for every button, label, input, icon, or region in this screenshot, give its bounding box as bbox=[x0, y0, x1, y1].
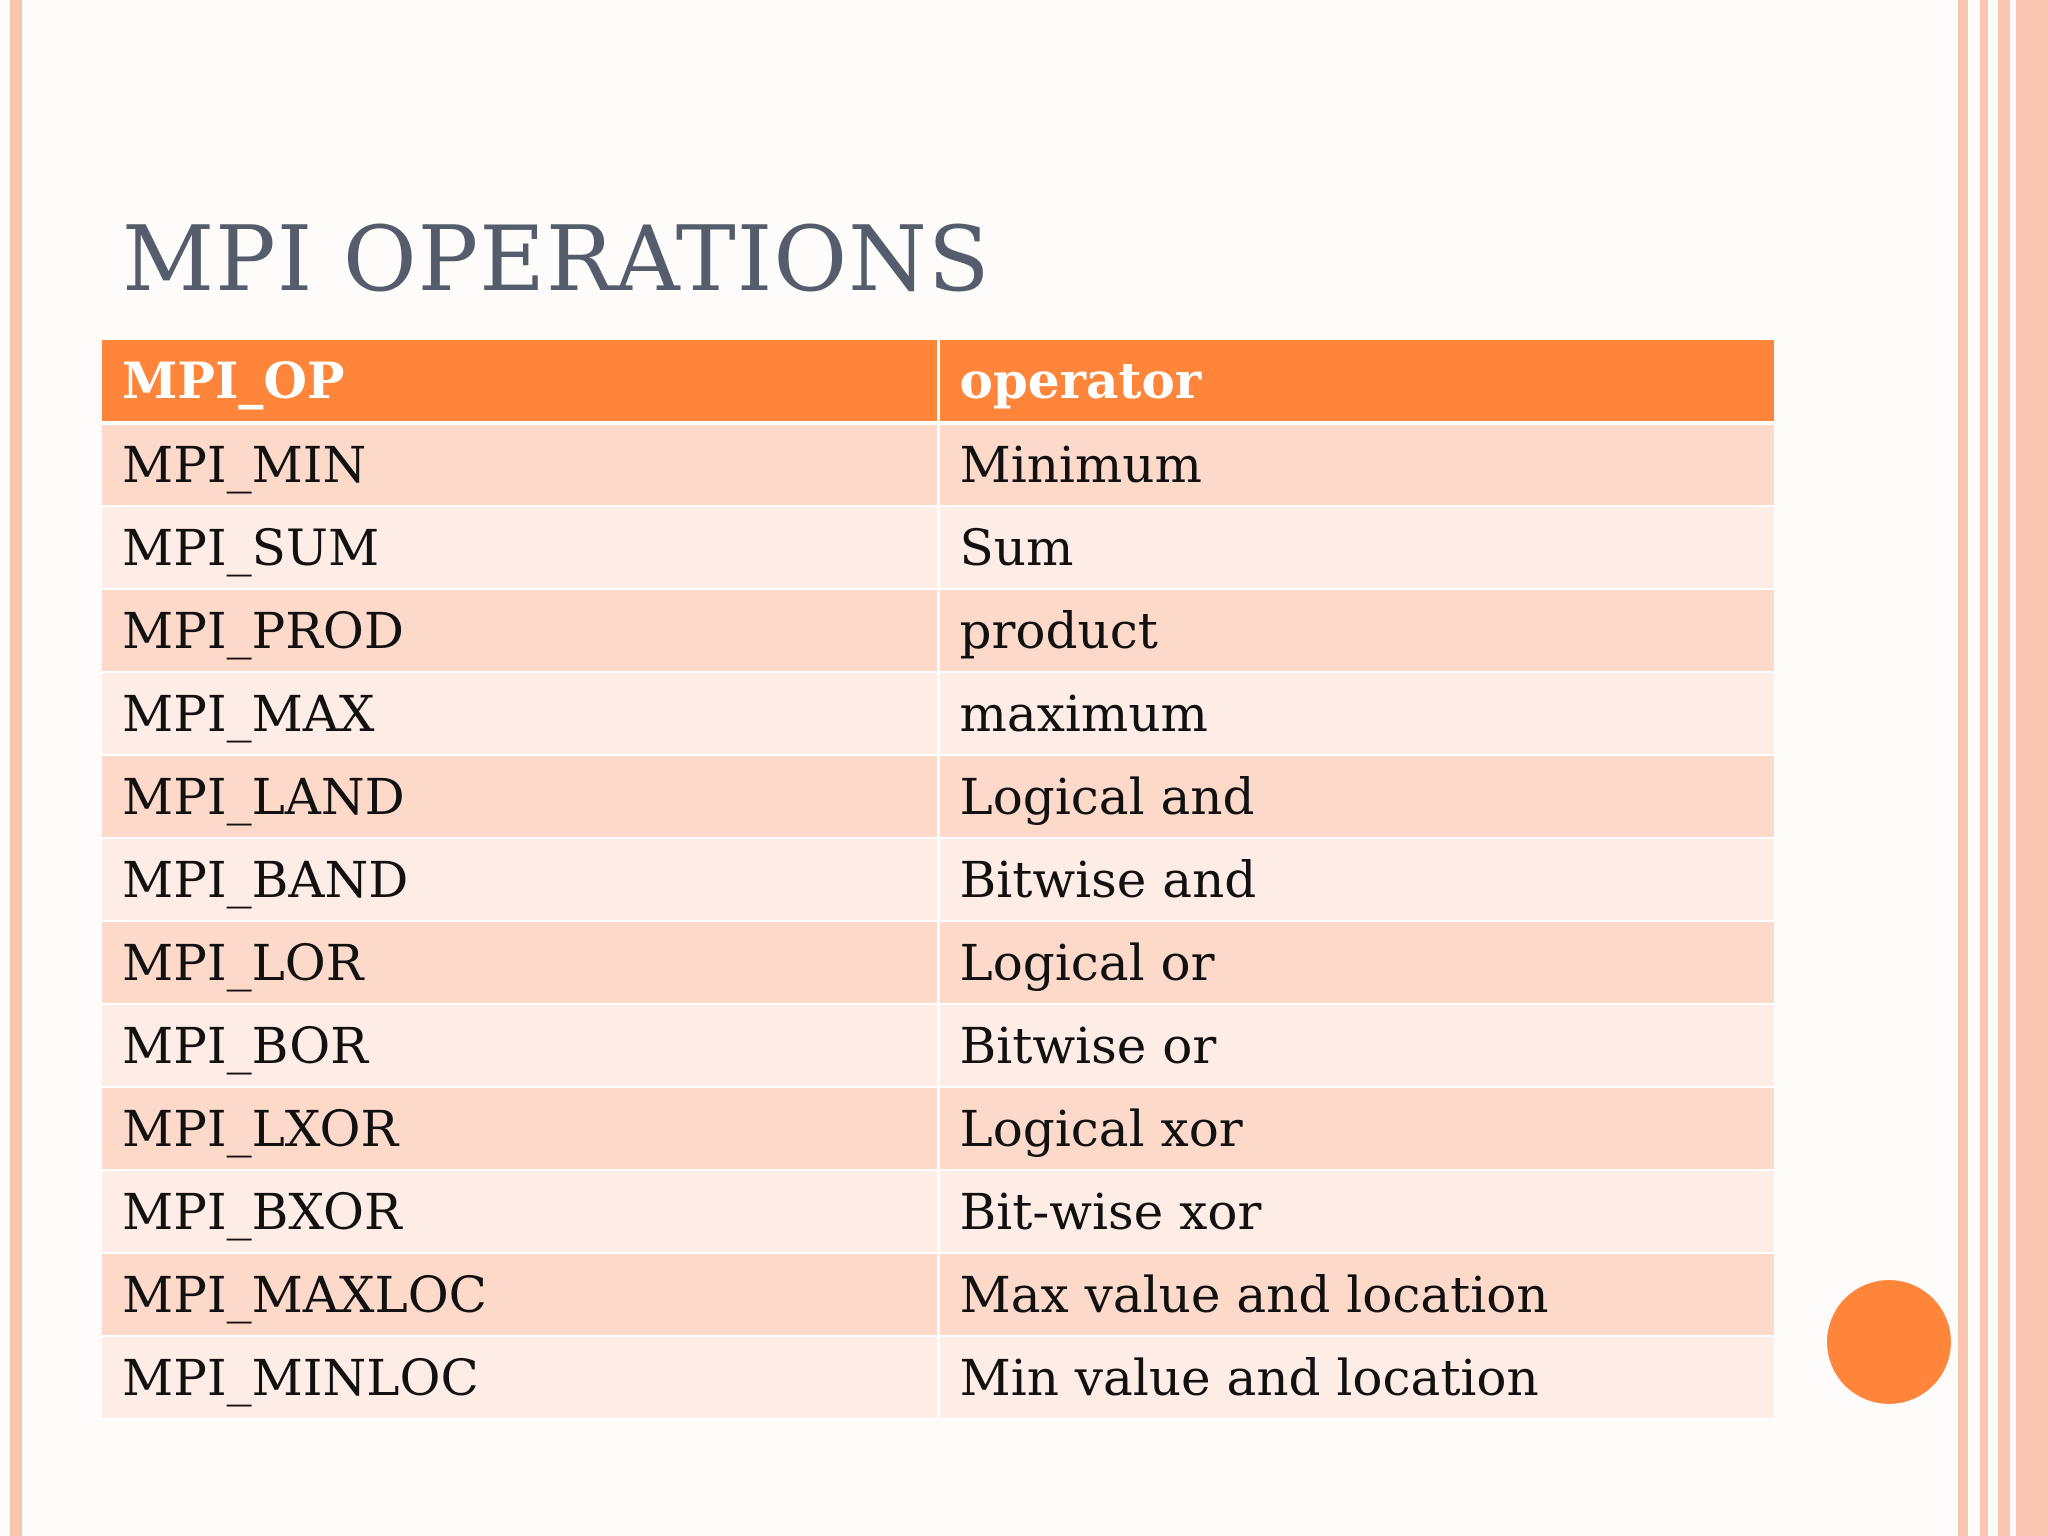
table-row bbox=[102, 423, 1774, 506]
table-row bbox=[102, 1170, 1774, 1253]
table-row bbox=[102, 506, 1774, 589]
table-row bbox=[102, 1336, 1774, 1419]
cell-mpi-op: MPI_BXOR bbox=[102, 1170, 938, 1253]
cell-operator: Bitwise and bbox=[938, 838, 1774, 921]
mpi-operations-table bbox=[102, 340, 1774, 1420]
frame-bar-right bbox=[2016, 0, 2048, 1536]
decorative-circle bbox=[1827, 1280, 1951, 1404]
cell-operator: Max value and location bbox=[938, 1253, 1774, 1336]
table-row bbox=[102, 1087, 1774, 1170]
cell-mpi-op: MPI_BOR bbox=[102, 1004, 938, 1087]
cell-operator: Bit-wise xor bbox=[938, 1170, 1774, 1253]
cell-operator: Logical and bbox=[938, 755, 1774, 838]
frame-bar-right bbox=[1998, 0, 2010, 1536]
header-mpi-op: MPI_OP bbox=[102, 340, 938, 423]
cell-operator: product bbox=[938, 589, 1774, 672]
cell-mpi-op: MPI_MAX bbox=[102, 672, 938, 755]
cell-mpi-op: MPI_MAXLOC bbox=[102, 1253, 938, 1336]
slide-title: MPI OPERATIONS bbox=[122, 207, 991, 312]
table-row bbox=[102, 921, 1774, 1004]
cell-mpi-op: MPI_BAND bbox=[102, 838, 938, 921]
table-row bbox=[102, 838, 1774, 921]
cell-operator: Minimum bbox=[938, 423, 1774, 506]
cell-operator: Logical xor bbox=[938, 1087, 1774, 1170]
cell-mpi-op: MPI_MIN bbox=[102, 423, 938, 506]
table-row bbox=[102, 755, 1774, 838]
table-body bbox=[102, 423, 1774, 1419]
table-row bbox=[102, 589, 1774, 672]
cell-operator: Logical or bbox=[938, 921, 1774, 1004]
cell-operator: Min value and location bbox=[938, 1336, 1774, 1419]
cell-operator: maximum bbox=[938, 672, 1774, 755]
cell-mpi-op: MPI_LXOR bbox=[102, 1087, 938, 1170]
frame-bar-left bbox=[10, 0, 22, 1536]
cell-operator: Sum bbox=[938, 506, 1774, 589]
frame-bar-right bbox=[1958, 0, 1968, 1536]
cell-mpi-op: MPI_MINLOC bbox=[102, 1336, 938, 1419]
cell-mpi-op: MPI_PROD bbox=[102, 589, 938, 672]
cell-mpi-op: MPI_LAND bbox=[102, 755, 938, 838]
table-header-row bbox=[102, 340, 1774, 423]
cell-operator: Bitwise or bbox=[938, 1004, 1774, 1087]
table-row bbox=[102, 1253, 1774, 1336]
cell-mpi-op: MPI_SUM bbox=[102, 506, 938, 589]
frame-bar-right bbox=[1980, 0, 1988, 1536]
table-row bbox=[102, 672, 1774, 755]
header-operator: operator bbox=[938, 340, 1774, 423]
table-row bbox=[102, 1004, 1774, 1087]
cell-mpi-op: MPI_LOR bbox=[102, 921, 938, 1004]
